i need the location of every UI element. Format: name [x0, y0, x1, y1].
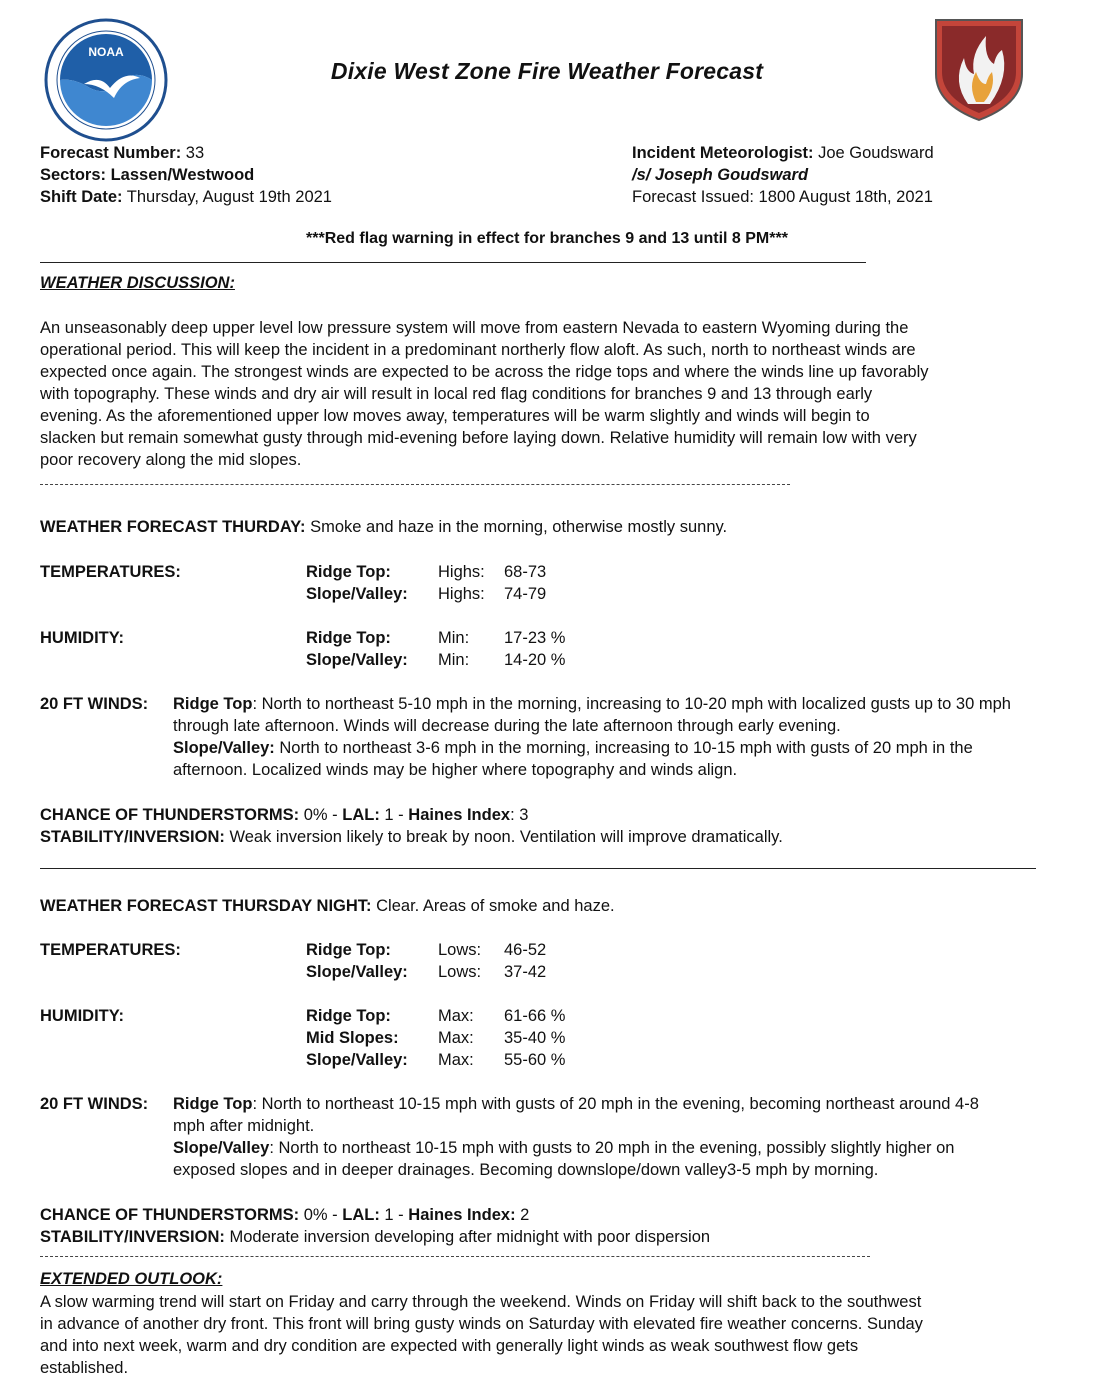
- discussion-line: operational period. This will keep the incident in a predominant northerly flow aloft. As such, north to northeast winds are: [40, 341, 916, 359]
- night-temp-loc: Slope/Valley:: [306, 963, 408, 981]
- meteorologist-name: Joe Goudsward: [818, 144, 934, 162]
- night-hum-loc: Ridge Top:: [306, 1007, 391, 1025]
- header-right-block: [632, 142, 934, 208]
- night-hum-loc: Slope/Valley:: [306, 1051, 408, 1069]
- night-hum-kind: Max:: [438, 1051, 474, 1069]
- day-stability: STABILITY/INVERSION: Weak inversion likely to break by noon. Ventilation will improve dramatically.: [40, 828, 783, 846]
- shift-date-label: Shift Date:: [40, 188, 123, 206]
- day-hum-loc: Ridge Top:: [306, 629, 391, 647]
- day-winds-body: Ridge Top: North to northeast 5-10 mph in the morning, increasing to 10-20 mph with localized gusts up to 30 mph through late afternoon. Winds will decrease during the late afternoon through early evening. Slope/Valley: North to northeast 3-6 mph in the morning, increasing to 10-15 mph with gusts of 20 mph in the afternoon. Localized winds may be higher where topography and winds align.: [173, 695, 1011, 779]
- day-temps-label: TEMPERATURES:: [40, 563, 181, 581]
- discussion-line: An unseasonably deep upper level low pressure system will move from eastern Nevada to eastern Wyoming during the: [40, 319, 909, 337]
- night-hum-val: 55-60 %: [504, 1051, 566, 1069]
- outlook-body: [40, 1291, 923, 1379]
- discussion-line: with topography. These winds and dry air will result in local red flag conditions for branches 9 and 13 through early: [40, 385, 873, 403]
- day-hum-val: 14-20 %: [504, 651, 566, 669]
- divider: [40, 1256, 870, 1257]
- discussion-body: [40, 317, 929, 471]
- shift-date: Thursday, August 19th 2021: [126, 188, 332, 206]
- night-heading: WEATHER FORECAST THURSDAY NIGHT: Clear. Areas of smoke and haze.: [40, 897, 615, 915]
- day-temp-loc: Slope/Valley:: [306, 585, 408, 603]
- night-hum-kind: Max:: [438, 1007, 474, 1025]
- day-temp-val: 68-73: [504, 563, 547, 581]
- day-temp-kind: Highs:: [438, 585, 485, 603]
- discussion-heading: WEATHER DISCUSSION:: [40, 274, 235, 292]
- day-heading: WEATHER FORECAST THURDAY: Smoke and haze in the morning, otherwise mostly sunny.: [40, 518, 728, 536]
- night-thunderstorms: CHANCE OF THUNDERSTORMS: 0% - LAL: 1 - Haines Index: 2: [40, 1206, 530, 1224]
- discussion-line: slacken but remain somewhat gusty through mid-evening before laying down. Relative humidity will remain low with very: [40, 429, 917, 447]
- night-temp-val: 46-52: [504, 941, 547, 959]
- forecast-number: 33: [185, 144, 205, 162]
- outlook-line: in advance of another dry front. This front will bring gusty winds on Saturday with elevated fire weather concerns. Sunday: [40, 1315, 923, 1333]
- day-hum-loc: Slope/Valley:: [306, 651, 408, 669]
- noaa-logo-text: NOAA: [88, 45, 124, 59]
- night-temp-val: 37-42: [504, 963, 547, 981]
- sectors: Sectors: Lassen/Westwood: [40, 166, 255, 184]
- discussion-line: evening. As the aforementioned upper low moves away, temperatures will be warm slightly and winds will begin to: [40, 407, 870, 425]
- night-temps-label: TEMPERATURES:: [40, 941, 181, 959]
- forecast-issued: Forecast Issued: 1800 August 18th, 2021: [632, 188, 933, 206]
- night-hum-val: 61-66 %: [504, 1007, 566, 1025]
- outlook-line: A slow warming trend will start on Friday and carry through the weekend. Winds on Friday will shift back to the southwest: [40, 1293, 922, 1311]
- night-temp-loc: Ridge Top:: [306, 941, 391, 959]
- divider: [40, 868, 1036, 869]
- divider: [40, 262, 866, 263]
- forecast-number-label: Forecast Number:: [40, 144, 182, 162]
- night-hum-loc: Mid Slopes:: [306, 1029, 399, 1047]
- day-winds-label: 20 FT WINDS:: [40, 695, 149, 713]
- day-hum-val: 17-23 %: [504, 629, 566, 647]
- night-winds-body: Ridge Top: North to northeast 10-15 mph with gusts of 20 mph in the evening, becoming northeast around 4-8 mph after midnight. Slope/Valley: North to northeast 10-15 mph with gusts to 20 mph in the evening, possibly slightly higher on exposed slopes and in deeper drainages. Becoming downslope/down valley3-5 mph by morning.: [173, 1095, 979, 1179]
- outlook-line: established.: [40, 1359, 129, 1377]
- header-left-block: [40, 142, 332, 208]
- discussion-line: poor recovery along the mid slopes.: [40, 451, 302, 469]
- night-temp-kind: Lows:: [438, 963, 482, 981]
- day-temp-loc: Ridge Top:: [306, 563, 391, 581]
- night-winds-label: 20 FT WINDS:: [40, 1095, 149, 1113]
- day-temp-kind: Highs:: [438, 563, 485, 581]
- night-temp-kind: Lows:: [438, 941, 482, 959]
- divider: [40, 484, 790, 485]
- day-hum-kind: Min:: [438, 629, 470, 647]
- page-title: Dixie West Zone Fire Weather Forecast: [330, 58, 764, 84]
- day-humidity-label: HUMIDITY:: [40, 629, 125, 647]
- night-hum-val: 35-40 %: [504, 1029, 566, 1047]
- day-thunderstorms: CHANCE OF THUNDERSTORMS: 0% - LAL: 1 - Haines Index: 3: [40, 806, 529, 824]
- night-hum-kind: Max:: [438, 1029, 474, 1047]
- red-flag-warning: ***Red flag warning in effect for branches 9 and 13 until 8 PM***: [306, 230, 788, 247]
- signature: /s/ Joseph Goudsward: [632, 166, 809, 184]
- outlook-line: and into next week, warm and dry condition are expected with generally light winds as weak southwest flow gets: [40, 1337, 859, 1355]
- meteorologist-label: Incident Meteorologist:: [632, 144, 814, 162]
- day-hum-kind: Min:: [438, 651, 470, 669]
- night-stability: STABILITY/INVERSION: Moderate inversion developing after midnight with poor dispersion: [40, 1228, 711, 1246]
- night-humidity-label: HUMIDITY:: [40, 1007, 125, 1025]
- day-temp-val: 74-79: [504, 585, 547, 603]
- outlook-heading: EXTENDED OUTLOOK:: [40, 1270, 223, 1288]
- discussion-line: expected once again. The strongest winds are expected to be across the ridge tops and where the winds line up favorably: [40, 363, 929, 381]
